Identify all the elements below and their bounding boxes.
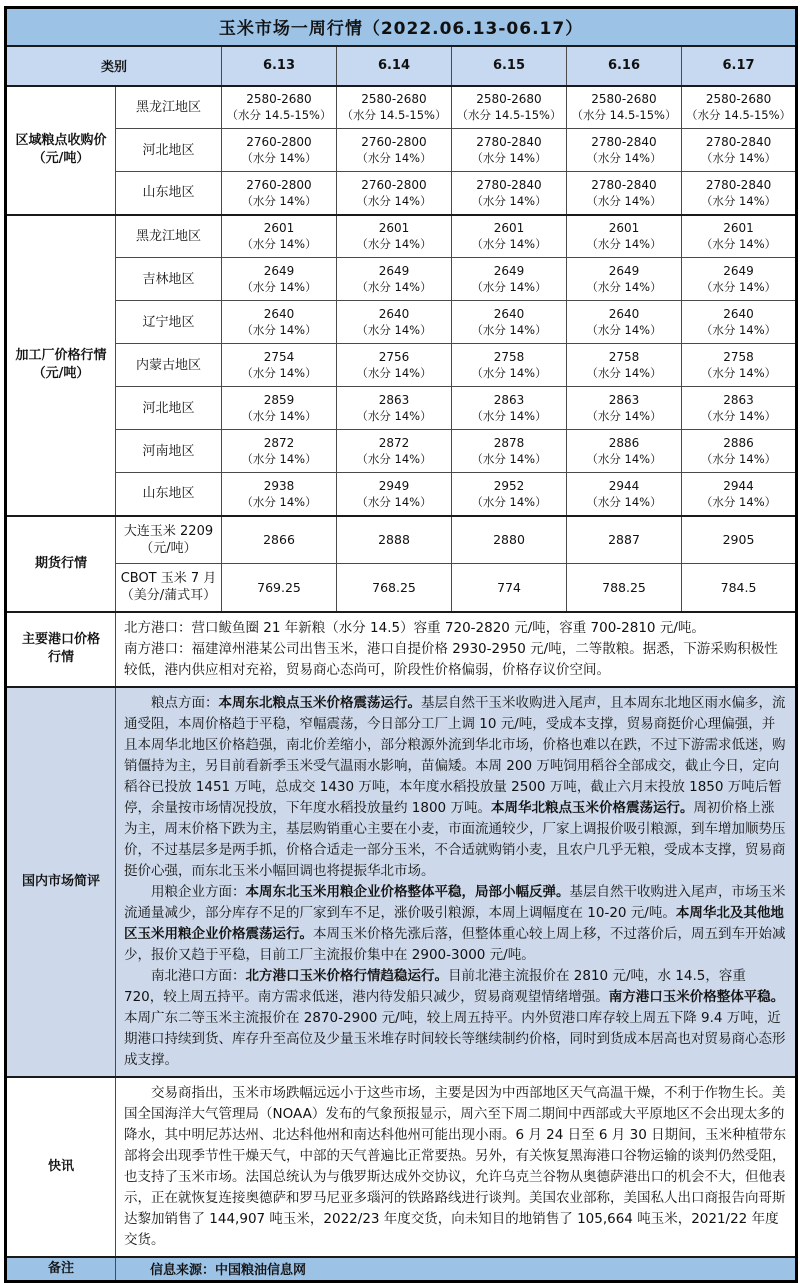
price-cell — [452, 86, 567, 129]
price-cell — [337, 172, 452, 215]
futures-value: 2905 — [682, 516, 797, 564]
price-value: 2758 — [493, 350, 525, 364]
column-header-date-2: 6.14 — [337, 46, 452, 86]
price-cell — [682, 430, 797, 473]
price-cell — [452, 215, 567, 258]
price-cell — [337, 344, 452, 387]
moisture-note: （水分 14%） — [356, 452, 432, 466]
price-value: 2878 — [493, 436, 525, 450]
section-label-review: 国内市场简评 — [6, 687, 116, 1077]
region-name: 河北地区 — [116, 129, 222, 172]
region-name: 河北地区 — [116, 387, 222, 430]
moisture-note: （水分 14%） — [700, 151, 777, 165]
price-cell — [567, 430, 682, 473]
futures-value: 768.25 — [337, 564, 452, 612]
price-value: 2952 — [493, 478, 525, 493]
price-cell — [452, 129, 567, 172]
moisture-note: （水分 14%） — [356, 323, 432, 337]
price-value: 2863 — [723, 393, 754, 407]
section-label-line: 区域粮点收购价 — [15, 133, 107, 148]
price-cell — [222, 473, 337, 516]
price-cell — [682, 301, 797, 344]
moisture-note: （水分 14%） — [586, 323, 662, 337]
region-name: 内蒙古地区 — [116, 344, 222, 387]
review-text-segment: 用粮企业方面： — [151, 883, 246, 900]
section-remark — [6, 1257, 797, 1282]
price-cell — [452, 387, 567, 430]
moisture-note: （水分 14%） — [471, 193, 547, 208]
price-value: 2949 — [378, 478, 410, 493]
moisture-note: （水分 14%） — [586, 494, 662, 509]
news-paragraph: 交易商指出，玉米市场跌幅远远小于这些市场，主要是因为中西部地区天气高温干燥，不利于作物生长。美国全国海洋大气管理局（NOAA）发布的气象预报显示，周六至下周二期间中西部或大平原地区不会出现太多的降水，其中明尼苏达州、北达科他州和南达科他州可能出现小雨。6 月 24 日至 6 月 30 日期间，玉米种植带东部将会出现季节性干燥天气，中部的天气普遍比正常要热。另外，有关恢复黑海港口谷物运输的谈判仍然受阻，也支持了玉米市场。法国总统认为与俄罗斯达成外交协议，允许乌克兰谷物从奥德萨港出口的机会不大，但他表示，正在就恢复连接奥德萨和罗马尼亚多瑙河的铁路路线进行谈判。美国农业部称，美国私人出口商报告向哥斯达黎加销售了 144,907 吨玉米，2022/23 年度交货，向未知目的地销售了 105,664 吨玉米，2021/22 年度交货。 — [124, 1084, 787, 1248]
price-value: 2649 — [723, 264, 754, 278]
review-text-segment: 周初价格上涨为主，周末价格下跌为主，基层购销重心主要在小麦，市面流通较少，厂家上调报价吸引粮源，到车增加顺势压价，不过基层多是两手抓，价格合适走一部分玉米，不合适就购销小麦，且农户几乎无粮，受成本支撑，贸易商挺价心强，而东北玉米小幅回调也将提振华北市场。 — [124, 799, 786, 879]
price-value: 2758 — [608, 350, 640, 364]
price-cell — [682, 215, 797, 258]
price-value: 2640 — [723, 307, 754, 321]
price-cell — [452, 258, 567, 301]
price-cell — [222, 387, 337, 430]
futures-name-line1: CBOT 玉米 7 月 — [120, 571, 217, 587]
price-value: 2601 — [608, 221, 640, 236]
review-content — [116, 687, 797, 1077]
moisture-note: （水分 14%） — [241, 193, 317, 208]
column-header-date-4: 6.16 — [567, 46, 682, 86]
moisture-note: （水分 14%） — [241, 366, 317, 380]
section-label-ports — [6, 612, 116, 687]
moisture-note: （水分 14.5-15%） — [226, 108, 332, 123]
price-value: 2754 — [263, 350, 295, 364]
section-label — [6, 86, 116, 215]
price-cell — [222, 215, 337, 258]
header-band — [6, 46, 797, 86]
section-label-news: 快讯 — [6, 1077, 116, 1257]
price-cell — [567, 215, 682, 258]
price-cell — [222, 344, 337, 387]
moisture-note: （水分 14%） — [700, 494, 777, 509]
price-cell — [567, 172, 682, 215]
moisture-note: （水分 14%） — [700, 237, 777, 252]
table-row — [6, 387, 797, 430]
section-label-remark: 备注 — [6, 1257, 116, 1282]
futures-contract-name — [116, 516, 222, 564]
price-value: 2863 — [493, 393, 525, 407]
price-cell — [452, 301, 567, 344]
moisture-note: （水分 14%） — [700, 366, 777, 380]
moisture-note: （水分 14%） — [471, 280, 547, 294]
section-label-futures: 期货行情 — [6, 516, 116, 612]
section-label-line: （元/吨） — [32, 151, 90, 166]
review-bold-segment: 本周东北玉米用粮企业价格整体平稳，局部小幅反弹。 — [245, 883, 570, 900]
price-value: 2780-2840 — [591, 177, 657, 192]
price-cell — [682, 86, 797, 129]
moisture-note: （水分 14%） — [586, 237, 662, 252]
column-header-category: 类别 — [6, 46, 222, 86]
moisture-note: （水分 14%） — [471, 409, 547, 423]
section-label-line: 加工厂价格行情 — [15, 348, 107, 363]
price-value: 2760-2800 — [361, 177, 427, 192]
moisture-note: （水分 14%） — [241, 323, 317, 337]
price-cell — [337, 387, 452, 430]
moisture-note: （水分 14.5-15%） — [686, 108, 792, 123]
price-value: 2780-2840 — [705, 135, 772, 149]
moisture-note: （水分 14%） — [356, 151, 432, 165]
table-row — [6, 1077, 797, 1257]
price-value: 2580-2680 — [476, 92, 542, 107]
moisture-note: （水分 14.5-15%） — [341, 108, 447, 123]
table-row — [6, 301, 797, 344]
table-row — [6, 258, 797, 301]
section-regional-purchase-prices — [6, 86, 797, 215]
futures-value: 788.25 — [567, 564, 682, 612]
price-value: 2760-2800 — [246, 135, 312, 149]
price-value: 2863 — [378, 393, 410, 407]
moisture-note: （水分 14%） — [586, 452, 662, 466]
moisture-note: （水分 14%） — [586, 151, 662, 165]
moisture-note: （水分 14%） — [241, 237, 317, 252]
price-value: 2886 — [608, 436, 640, 450]
table-row — [6, 344, 797, 387]
moisture-note: （水分 14%） — [241, 409, 317, 423]
price-value: 2780-2840 — [705, 177, 772, 192]
price-value: 2580-2680 — [246, 92, 312, 107]
price-value: 2601 — [493, 221, 525, 236]
price-value: 2601 — [263, 221, 295, 236]
price-cell — [682, 129, 797, 172]
ports-label-line2: 行情 — [47, 650, 74, 665]
region-name: 吉林地区 — [116, 258, 222, 301]
moisture-note: （水分 14%） — [241, 452, 317, 466]
price-cell — [567, 86, 682, 129]
moisture-note: （水分 14%） — [356, 280, 432, 294]
price-cell — [567, 387, 682, 430]
price-cell — [567, 301, 682, 344]
section-news — [6, 1077, 797, 1257]
price-value: 2863 — [608, 393, 640, 407]
review-text-segment: 目前北港主流报价在 2810 元/吨，水 14.5，容重 720，较上周五持平。南方需求低迷，港内待发船只减少，贸易商观望情绪增强。 — [124, 967, 746, 1005]
price-value: 2780-2840 — [476, 177, 542, 192]
price-value: 2649 — [378, 264, 410, 278]
corn-market-weekly-table — [4, 6, 798, 1283]
moisture-note: （水分 14.5-15%） — [456, 108, 562, 123]
futures-name-line2: （元/吨） — [140, 540, 197, 556]
price-cell — [682, 258, 797, 301]
price-cell — [337, 86, 452, 129]
table-row — [6, 564, 797, 612]
price-value: 2649 — [493, 264, 525, 278]
table-row — [6, 215, 797, 258]
futures-value: 2887 — [567, 516, 682, 564]
table-row — [6, 172, 797, 215]
moisture-note: （水分 14%） — [586, 280, 662, 294]
price-cell — [682, 344, 797, 387]
price-cell — [682, 473, 797, 516]
price-value: 2601 — [723, 221, 754, 236]
futures-value: 2888 — [337, 516, 452, 564]
price-cell — [567, 129, 682, 172]
price-cell — [567, 473, 682, 516]
section-futures — [6, 516, 797, 612]
price-cell — [682, 387, 797, 430]
futures-contract-name — [116, 564, 222, 612]
price-cell — [337, 430, 452, 473]
moisture-note: （水分 14%） — [356, 237, 432, 252]
column-header-date-3: 6.15 — [452, 46, 567, 86]
price-cell — [222, 301, 337, 344]
moisture-note: （水分 14%） — [700, 280, 777, 294]
price-cell — [337, 473, 452, 516]
futures-name-line2: （美分/蒲式耳） — [120, 588, 217, 604]
title-row — [6, 8, 797, 46]
price-value: 2649 — [263, 264, 295, 278]
review-paragraph — [124, 966, 787, 1071]
price-value: 2944 — [723, 478, 754, 493]
section-processing-plant-prices — [6, 215, 797, 516]
table-row — [6, 86, 797, 129]
table-row — [6, 129, 797, 172]
futures-value: 784.5 — [682, 564, 797, 612]
futures-value: 2880 — [452, 516, 567, 564]
price-cell — [452, 344, 567, 387]
moisture-note: （水分 14%） — [700, 452, 777, 466]
ports-south-line: 南方港口：福建漳州港某公司出售玉米，港口自提价格 2930-2950 元/吨，二等散粮。据悉，下游采购积极性较低，港内供应相对充裕，贸易商心态尚可，阶段性价格偏弱，价格存议价空间。 — [124, 640, 778, 678]
region-name: 辽宁地区 — [116, 301, 222, 344]
review-text-segment: 粮点方面： — [151, 694, 219, 711]
price-value: 2580-2680 — [361, 92, 427, 107]
price-value: 2758 — [723, 350, 754, 364]
futures-value: 2866 — [222, 516, 337, 564]
price-value: 2649 — [608, 264, 640, 278]
review-text-segment: 本周广东二等玉米主流报价在 2870-2900 元/吨，较上周五持平。内外贸港口库存较上周五下降 9.4 万吨，近期港口持续到货、库存升至高位及少量玉米堆存时间较长等继续制约价格，同时到货成本居高也对贸易商心态形成支撑。 — [124, 1009, 786, 1068]
price-value: 2640 — [493, 307, 525, 321]
price-cell — [452, 473, 567, 516]
title-band — [6, 8, 797, 46]
review-text-segment: 南北港口方面： — [151, 967, 246, 984]
moisture-note: （水分 14%） — [700, 323, 777, 337]
futures-value: 774 — [452, 564, 567, 612]
futures-value: 769.25 — [222, 564, 337, 612]
table-row — [6, 612, 797, 687]
review-bold-segment: 北方港口玉米价格行情趋稳运行。 — [245, 967, 448, 984]
review-bold-segment: 本周东北粮点玉米价格震荡运行。 — [218, 694, 421, 711]
price-cell — [337, 301, 452, 344]
price-cell — [222, 129, 337, 172]
price-cell — [682, 172, 797, 215]
section-review — [6, 687, 797, 1077]
price-value: 2859 — [263, 393, 295, 407]
region-name: 山东地区 — [116, 473, 222, 516]
table-row — [6, 430, 797, 473]
moisture-note: （水分 14%） — [356, 366, 432, 380]
price-value: 2780-2840 — [591, 135, 657, 149]
news-content — [116, 1077, 797, 1257]
region-name: 黑龙江地区 — [116, 86, 222, 129]
region-name: 黑龙江地区 — [116, 215, 222, 258]
section-label — [6, 215, 116, 516]
section-label-line: （元/吨） — [32, 366, 90, 381]
price-cell — [337, 215, 452, 258]
price-cell — [452, 172, 567, 215]
price-cell — [222, 430, 337, 473]
moisture-note: （水分 14%） — [471, 494, 547, 509]
price-value: 2872 — [263, 436, 295, 450]
price-cell — [567, 344, 682, 387]
price-value: 2640 — [263, 307, 295, 321]
column-header-date-1: 6.13 — [222, 46, 337, 86]
moisture-note: （水分 14%） — [356, 494, 432, 509]
price-value: 2601 — [378, 221, 410, 236]
price-value: 2780-2840 — [476, 135, 542, 149]
moisture-note: （水分 14%） — [471, 323, 547, 337]
review-bold-segment: 南方港口玉米价格整体平稳。 — [608, 988, 785, 1005]
price-value: 2640 — [608, 307, 640, 321]
header-row — [6, 46, 797, 86]
moisture-note: （水分 14%） — [241, 280, 317, 294]
moisture-note: （水分 14%） — [471, 452, 547, 466]
column-header-date-5: 6.17 — [682, 46, 797, 86]
price-cell — [222, 258, 337, 301]
moisture-note: （水分 14%） — [586, 366, 662, 380]
moisture-note: （水分 14%） — [586, 409, 662, 423]
moisture-note: （水分 14%） — [700, 193, 777, 208]
review-paragraph — [124, 693, 787, 882]
review-text-segment: 本周玉米价格先涨后落，但整体重心较上周上移，不过落价后，周五到车开始减少，报价又趋于平稳，目前工厂主流报价集中在 2900-3000 元/吨。 — [124, 925, 786, 963]
price-cell — [337, 129, 452, 172]
region-name: 山东地区 — [116, 172, 222, 215]
moisture-note: （水分 14%） — [356, 193, 432, 208]
remark-content: 信息来源：中国粮油信息网 — [116, 1257, 797, 1282]
review-bold-segment: 本周华北粮点玉米价格震荡运行。 — [490, 799, 694, 816]
table-row — [6, 1257, 797, 1282]
futures-name-line1: 大连玉米 2209 — [123, 523, 214, 539]
price-cell — [222, 172, 337, 215]
review-paragraph — [124, 882, 787, 966]
price-value: 2756 — [378, 350, 410, 364]
price-value: 2760-2800 — [246, 177, 312, 192]
moisture-note: （水分 14.5-15%） — [571, 108, 677, 123]
moisture-note: （水分 14%） — [241, 151, 317, 165]
review-text-segment: 基层自然干玉米收购进入尾声，且本周东北地区雨水偏多，流通受阻，本周价格趋于平稳，窄幅震荡，今日部分工厂上调 10 元/吨，受成本支撑，贸易商挺价心理偏强，并且本周华北地区价格趋强，南北价差缩小，部分粮源外流到华北市场，价格也难以在跌，不过下游需求低迷，购销僵持为主，另目前看新季玉米受气温雨水影响，苗偏矮。本周 200 万吨饲用稻谷全部成交，截止今日，定向稻谷已投放 1451 万吨，总成交 1430 万吨，本年度水稻投放量 2500 万吨，截止六月末投放 1850 万吨后暂停，余量按市场情况投放，下年度水稻投放量约 1800 万吨。 — [124, 694, 786, 816]
price-value: 2944 — [608, 478, 640, 493]
page-title: 玉米市场一周行情（2022.06.13-06.17） — [6, 8, 797, 46]
price-value: 2938 — [263, 478, 295, 493]
moisture-note: （水分 14%） — [471, 237, 547, 252]
ports-north-line: 北方港口：营口鲅鱼圈 21 年新粮（水分 14.5）容重 720-2820 元/吨，容重 700-2810 元/吨。 — [124, 619, 705, 636]
table-row — [6, 687, 797, 1077]
price-cell — [337, 258, 452, 301]
price-value: 2760-2800 — [361, 135, 427, 149]
moisture-note: （水分 14%） — [700, 409, 777, 423]
table-row — [6, 473, 797, 516]
moisture-note: （水分 14%） — [356, 409, 432, 423]
moisture-note: （水分 14%） — [471, 151, 547, 165]
moisture-note: （水分 14%） — [586, 193, 662, 208]
moisture-note: （水分 14%） — [471, 366, 547, 380]
section-ports — [6, 612, 797, 687]
price-value: 2886 — [723, 436, 754, 450]
price-cell — [452, 430, 567, 473]
region-name: 河南地区 — [116, 430, 222, 473]
ports-label-line1: 主要港口价格 — [21, 632, 100, 647]
review-text-segment: 基层自然干收购进入尾声，市场玉米流通量减少，部分库存不足的厂家到车不足，涨价吸引粮源，本周上调幅度在 10-20 元/吨。 — [124, 883, 786, 921]
review-bold-segment: 本周华北及其他地区玉米用粮企业价格震荡运行。 — [124, 904, 784, 942]
price-cell — [222, 86, 337, 129]
price-value: 2580-2680 — [591, 92, 657, 107]
price-value: 2872 — [378, 436, 410, 450]
moisture-note: （水分 14%） — [241, 494, 317, 509]
table-row — [6, 516, 797, 564]
price-value: 2640 — [378, 307, 410, 321]
price-cell — [567, 258, 682, 301]
ports-content — [116, 612, 797, 687]
price-value: 2580-2680 — [705, 92, 772, 107]
